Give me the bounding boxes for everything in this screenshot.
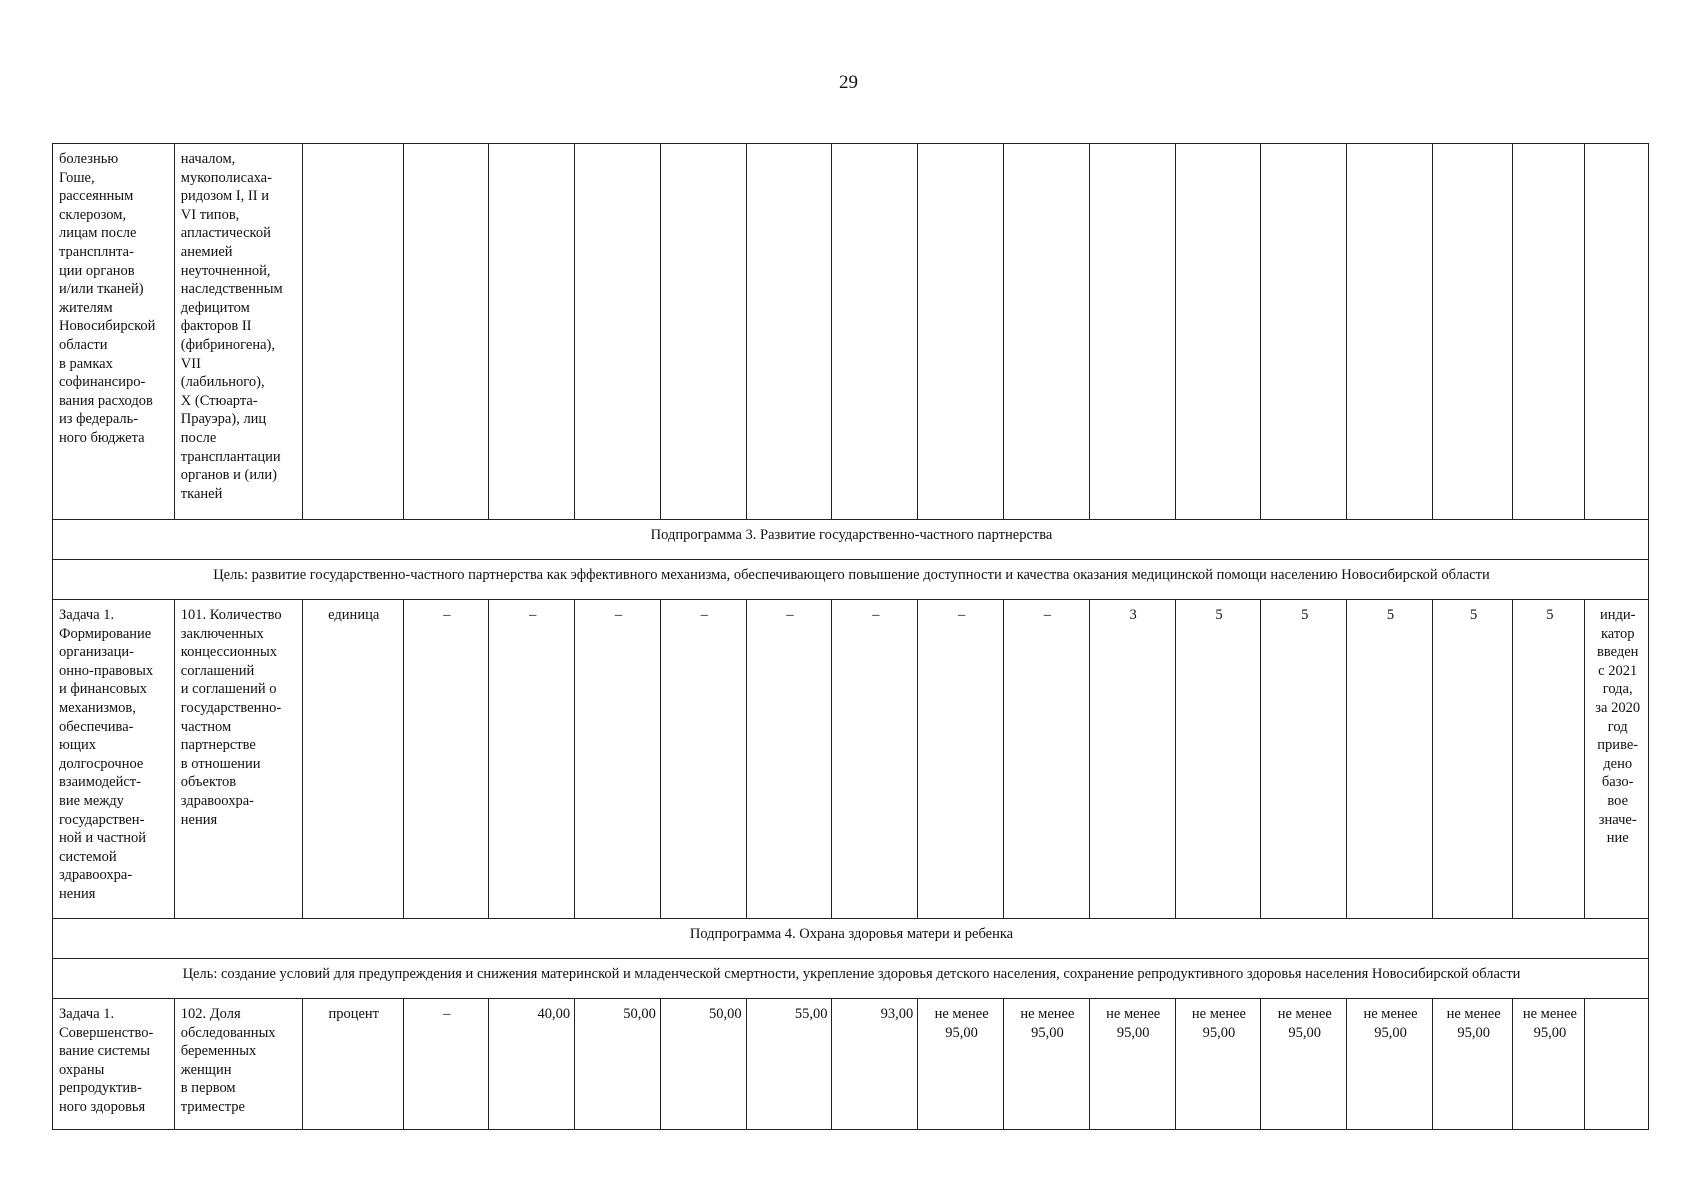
table-row — [53, 600, 1649, 919]
indicators-table — [52, 143, 1649, 1130]
value-cell: не менее 95,00 — [1347, 999, 1433, 1130]
indicator-cell: началом, мукополисаха- ридозом I, II и VI типов, апластической анемией неуточненной, наследственным дефицитом факторов II (фибриногена), VII (лабильного), X (Стюарта- Прауэра), лиц после трансплантации органов и (или) тканей — [174, 144, 302, 520]
empty-cell — [660, 144, 746, 520]
indicator-cell: 101. Количество заключенных концессионных соглашений и соглашений о государственно- частном партнерстве в отношении объектов здравоохра- нения — [174, 600, 302, 919]
value-cell: – — [832, 600, 918, 919]
value-cell: – — [660, 600, 746, 919]
page-number: 29 — [839, 72, 858, 93]
value-cell: не менее 95,00 — [1432, 999, 1512, 1130]
unit-cell: процент — [302, 999, 403, 1130]
table-row — [53, 999, 1649, 1130]
empty-cell — [1585, 144, 1649, 520]
task-cell: Задача 1. Формирование организаци- онно-правовых и финансовых механизмов, обеспечива- ющих долгосрочное взаимодейст- вие между государствен- ной и частной системой здравоохра- нения — [53, 600, 175, 919]
value-cell: 93,00 — [832, 999, 918, 1130]
value-cell: не менее 95,00 — [1004, 999, 1090, 1130]
unit-cell: единица — [302, 600, 403, 919]
value-cell: не менее 95,00 — [1261, 999, 1347, 1130]
value-cell: – — [403, 999, 489, 1130]
value-cell: 3 — [1089, 600, 1175, 919]
value-cell: – — [489, 600, 575, 919]
value-cell: не менее 95,00 — [918, 999, 1004, 1130]
value-cell: – — [575, 600, 661, 919]
value-cell: – — [746, 600, 832, 919]
value-cell: 40,00 — [489, 999, 575, 1130]
task-cell: болезнью Гоше, рассеянным склерозом, лицам после трансплнта- ции органов и/или тканей) жителям Новосибирской области в рамках софинансиро- вания расходов из федераль- ного бюджета — [53, 144, 175, 520]
empty-cell — [1175, 144, 1261, 520]
goal-4-text: Цель: создание условий для предупреждения и снижения материнской и младенческой смертности, укрепление здоровья детского населения, сохранение репродуктивного здоровья населения Новосибирской области — [53, 959, 1649, 999]
subprogram-3-title: Подпрограмма 3. Развитие государственно-частного партнерства — [53, 520, 1649, 560]
empty-cell — [403, 144, 489, 520]
empty-cell — [1261, 144, 1347, 520]
empty-cell — [1089, 144, 1175, 520]
note-cell: инди- катор введен с 2021 года, за 2020 год приве- дено базо- вое значе- ние — [1585, 600, 1649, 919]
goal-row — [53, 560, 1649, 600]
value-cell: 5 — [1261, 600, 1347, 919]
value-cell: 5 — [1175, 600, 1261, 919]
value-cell: 55,00 — [746, 999, 832, 1130]
subprogram-header-row — [53, 919, 1649, 959]
empty-cell — [489, 144, 575, 520]
goal-3-text: Цель: развитие государственно-частного партнерства как эффективного механизма, обеспечивающего повышение доступности и качества оказания медицинской помощи населению Новосибирской области — [53, 560, 1649, 600]
empty-cell — [1513, 144, 1585, 520]
empty-cell — [918, 144, 1004, 520]
subprogram-4-title: Подпрограмма 4. Охрана здоровья матери и ребенка — [53, 919, 1649, 959]
empty-cell — [1004, 144, 1090, 520]
value-cell: – — [918, 600, 1004, 919]
value-cell: – — [403, 600, 489, 919]
value-cell: не менее 95,00 — [1513, 999, 1585, 1130]
empty-cell — [302, 144, 403, 520]
indicator-cell: 102. Доля обследованных беременных женщин в первом триместре — [174, 999, 302, 1130]
empty-cell — [1432, 144, 1512, 520]
table-row — [53, 144, 1649, 520]
empty-cell — [832, 144, 918, 520]
value-cell: 5 — [1347, 600, 1433, 919]
note-cell — [1585, 999, 1649, 1130]
goal-row — [53, 959, 1649, 999]
subprogram-header-row — [53, 520, 1649, 560]
value-cell: – — [1004, 600, 1090, 919]
value-cell: 5 — [1513, 600, 1585, 919]
empty-cell — [746, 144, 832, 520]
empty-cell — [1347, 144, 1433, 520]
empty-cell — [575, 144, 661, 520]
value-cell: не менее 95,00 — [1089, 999, 1175, 1130]
value-cell: 50,00 — [575, 999, 661, 1130]
value-cell: 50,00 — [660, 999, 746, 1130]
value-cell: не менее 95,00 — [1175, 999, 1261, 1130]
task-cell: Задача 1. Совершенство- вание системы охраны репродуктив- ного здоровья — [53, 999, 175, 1130]
value-cell: 5 — [1432, 600, 1512, 919]
